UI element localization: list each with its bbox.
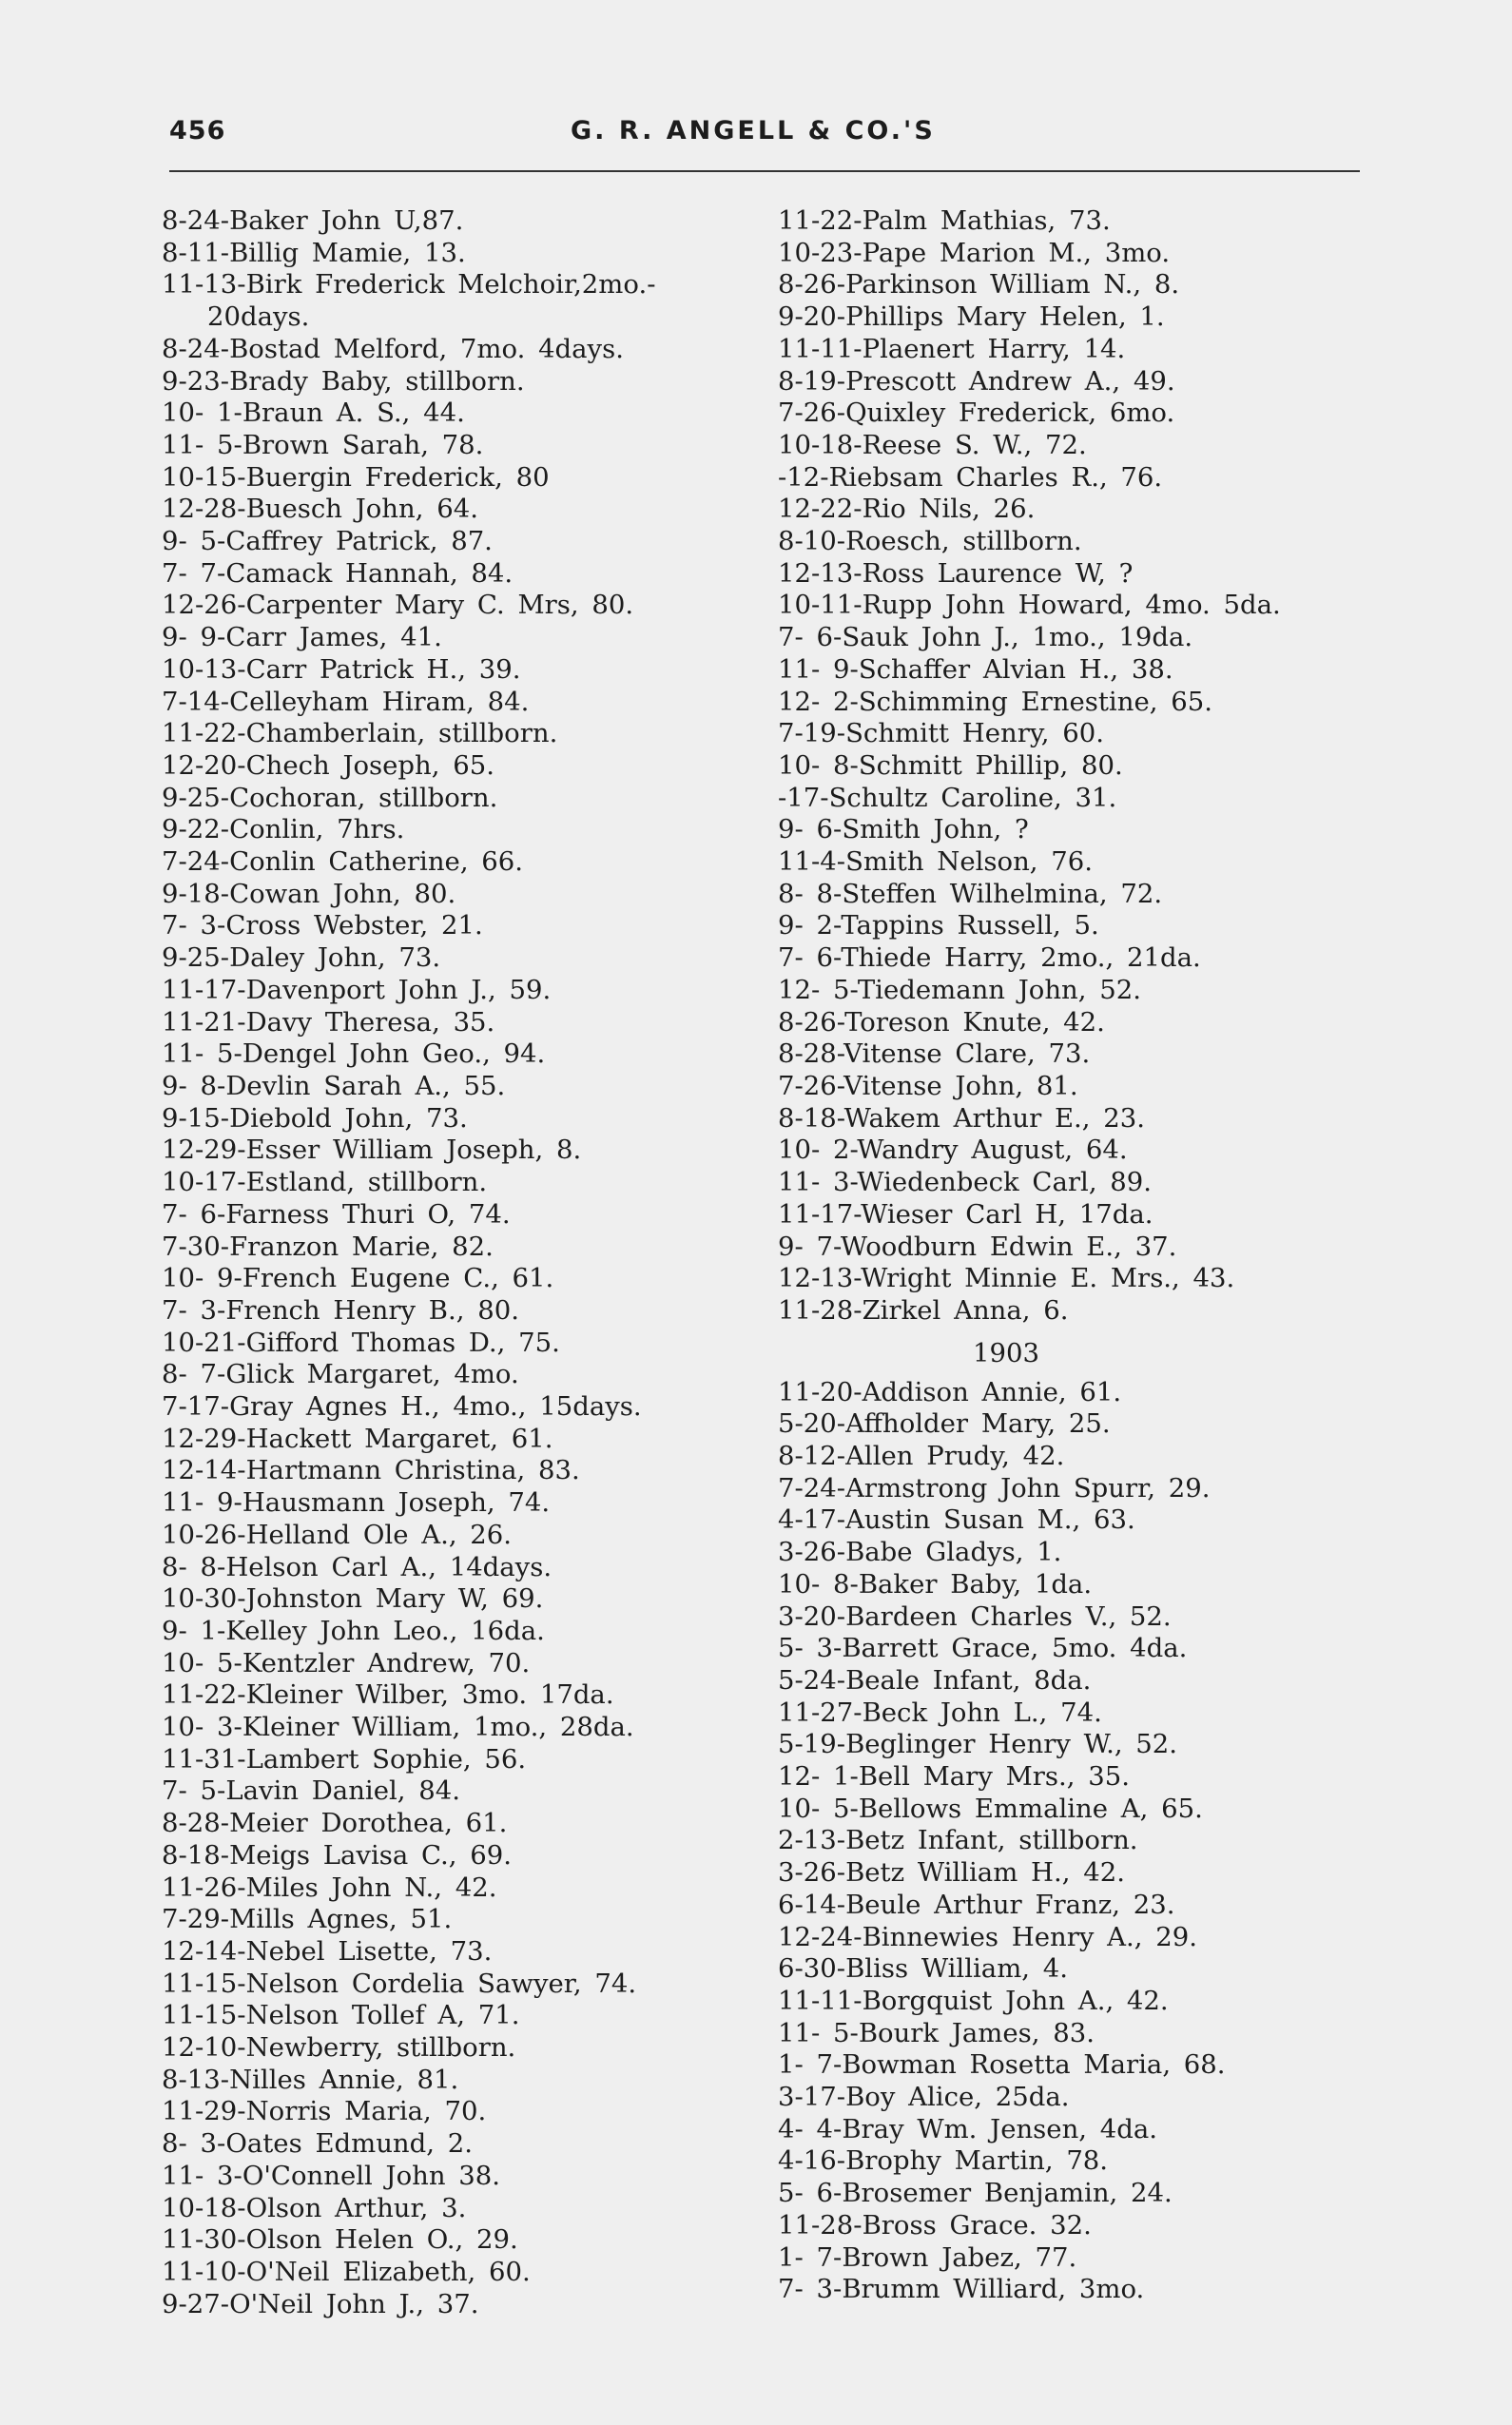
death-record-entry: 12-24-Binnewies Henry A., 29. xyxy=(778,1921,1197,1952)
death-record-entry: 8- 8-Helson Carl A., 14days. xyxy=(162,1551,552,1582)
right-column-1903-entries xyxy=(778,1377,1386,2306)
death-record-entry: 9- 7-Woodburn Edwin E., 37. xyxy=(778,1231,1177,1262)
death-record-entry: 1- 7-Bowman Rosetta Maria, 68. xyxy=(778,2049,1226,2081)
death-record-entry: 8-28-Vitense Clare, 73. xyxy=(778,1038,1091,1070)
death-record-entry: 8-24-Baker John U,87. xyxy=(162,205,464,236)
death-record-entry: 12-29-Hackett Margaret, 61. xyxy=(162,1423,553,1454)
death-record-entry: 9- 8-Devlin Sarah A., 55. xyxy=(162,1070,506,1101)
death-record-entry: 10-23-Pape Marion M., 3mo. xyxy=(778,237,1171,268)
death-record-entry: 12-14-Nebel Lisette, 73. xyxy=(162,1935,493,1967)
death-record-entry: 8-26-Toreson Knute, 42. xyxy=(778,1006,1105,1038)
death-record-entry: 10- 9-French Eugene C., 61. xyxy=(162,1263,554,1294)
death-record-entry: 11-21-Davy Theresa, 35. xyxy=(162,1006,495,1038)
death-record-entry: 10- 5-Kentzler Andrew, 70. xyxy=(162,1647,531,1678)
death-record-entry: -17-Schultz Caroline, 31. xyxy=(778,782,1117,813)
death-record-entry: 9-15-Diebold John, 73. xyxy=(162,1102,468,1134)
death-record-entry: 11-11-Plaenert Harry, 14. xyxy=(778,333,1126,364)
death-record-entry: 11-22-Palm Mathias, 73. xyxy=(778,205,1111,236)
death-record-entry: 10-18-Olson Arthur, 3. xyxy=(162,2192,467,2223)
death-record-entry: 12-29-Esser William Joseph, 8. xyxy=(162,1135,582,1166)
death-record-entry: 8-28-Meier Dorothea, 61. xyxy=(162,1808,508,1839)
year-heading: 1903 xyxy=(973,1337,1039,1368)
death-record-entry: 9-18-Cowan John, 80. xyxy=(162,878,456,909)
death-record-entry: 8-11-Billig Mamie, 13. xyxy=(162,237,466,268)
death-record-entry: 3-26-Betz William H., 42. xyxy=(778,1857,1125,1889)
death-record-entry: 12-20-Chech Joseph, 65. xyxy=(162,749,494,781)
death-record-entry: 11-26-Miles John N., 42. xyxy=(162,1872,497,1903)
death-record-entry: 11-28-Bross Grace. 32. xyxy=(778,2209,1092,2241)
death-record-entry: 9- 6-Smith John, ? xyxy=(778,814,1029,845)
page-number: 456 xyxy=(169,116,226,146)
death-record-entry: 11-17-Davenport John J., 59. xyxy=(162,974,552,1005)
death-record-entry: 7- 6-Sauk John J., 1mo., 19da. xyxy=(778,622,1193,653)
death-record-entry: 11-28-Zirkel Anna, 6. xyxy=(778,1294,1069,1326)
death-record-entry: 11-17-Wieser Carl H, 17da. xyxy=(778,1198,1153,1230)
right-column-1902-entries xyxy=(778,205,1386,1328)
death-record-entry: 12-14-Hartmann Christina, 83. xyxy=(162,1455,580,1486)
death-record-entry: 8-19-Prescott Andrew A., 49. xyxy=(778,365,1175,397)
page-header xyxy=(169,116,1360,164)
death-record-entry: 11-30-Olson Helen O., 29. xyxy=(162,2224,518,2256)
death-record-entry: 11-15-Nelson Tollef A, 71. xyxy=(162,2000,520,2031)
death-record-entry: 8- 7-Glick Margaret, 4mo. xyxy=(162,1359,519,1390)
death-record-entry: 7-30-Franzon Marie, 82. xyxy=(162,1231,494,1262)
left-column xyxy=(162,205,761,2320)
death-record-entry: 10-11-Rupp John Howard, 4mo. 5da. xyxy=(778,590,1281,621)
death-record-entry: 11-31-Lambert Sophie, 56. xyxy=(162,1743,527,1775)
death-record-entry: 11-15-Nelson Cordelia Sawyer, 74. xyxy=(162,1968,637,1999)
death-record-entry: 7- 3-French Henry B., 80. xyxy=(162,1294,519,1326)
death-record-entry: 7- 6-Thiede Harry, 2mo., 21da. xyxy=(778,942,1201,974)
death-record-entry: 1- 7-Brown Jabez, 77. xyxy=(778,2241,1077,2273)
header-rule xyxy=(169,170,1360,172)
death-record-entry: 10-30-Johnston Mary W, 69. xyxy=(162,1583,544,1615)
death-record-entry: 11-22-Kleiner Wilber, 3mo. 17da. xyxy=(162,1679,614,1711)
death-record-entry: 6-14-Beule Arthur Franz, 23. xyxy=(778,1889,1175,1920)
death-record-entry: 12-22-Rio Nils, 26. xyxy=(778,494,1036,525)
death-record-entry: 11- 5-Dengel John Geo., 94. xyxy=(162,1038,546,1070)
death-record-entry: 7- 3-Brumm Williard, 3mo. xyxy=(778,2274,1145,2305)
death-record-entry: 11-20-Addison Annie, 61. xyxy=(778,1376,1122,1407)
death-record-entry: 7- 3-Cross Webster, 21. xyxy=(162,910,483,941)
death-record-entry: 12- 2-Schimming Ernestine, 65. xyxy=(778,686,1212,717)
death-record-entry: 9-25-Daley John, 73. xyxy=(162,942,441,974)
death-record-entry: 11- 5-Brown Sarah, 78. xyxy=(162,429,484,460)
death-record-entry: 11- 9-Hausmann Joseph, 74. xyxy=(162,1487,551,1519)
death-record-entry: 6-30-Bliss William, 4. xyxy=(778,1953,1068,1985)
death-record-entry: 5- 6-Brosemer Benjamin, 24. xyxy=(778,2178,1173,2209)
death-record-entry: 7-24-Armstrong John Spurr, 29. xyxy=(778,1472,1211,1504)
death-record-entry: 10-15-Buergin Frederick, 80 xyxy=(162,461,550,493)
death-record-entry: 10-13-Carr Patrick H., 39. xyxy=(162,653,521,685)
death-record-entry: 11-13-Birk Frederick Melchoir,2mo.- xyxy=(162,269,656,301)
death-record-entry: 7- 7-Camack Hannah, 84. xyxy=(162,557,514,589)
death-record-entry: 11- 3-O'Connell John 38. xyxy=(162,2160,501,2191)
death-record-entry: 8-12-Allen Prudy, 42. xyxy=(778,1441,1065,1472)
death-record-entry: 10-17-Estland, stillborn. xyxy=(162,1167,488,1198)
death-record-entry: 4-17-Austin Susan M., 63. xyxy=(778,1504,1135,1536)
death-record-entry: 8-10-Roesch, stillborn. xyxy=(778,526,1082,557)
death-record-entry: 7-17-Gray Agnes H., 4mo., 15days. xyxy=(162,1391,642,1423)
death-record-entry: 12-13-Wright Minnie E. Mrs., 43. xyxy=(778,1263,1235,1294)
death-record-entry: 10- 5-Bellows Emmaline A, 65. xyxy=(778,1793,1203,1824)
death-record-entry: 20days. xyxy=(207,301,310,333)
death-record-entry: 12-26-Carpenter Mary C. Mrs, 80. xyxy=(162,590,634,621)
death-record-entry: 10- 1-Braun A. S., 44. xyxy=(162,398,465,429)
death-record-entry: 10-26-Helland Ole A., 26. xyxy=(162,1519,513,1550)
running-head: G. R. ANGELL & CO.'S xyxy=(571,116,936,146)
death-record-entry: 3-20-Bardeen Charles V., 52. xyxy=(778,1600,1172,1632)
death-record-entry: 7- 5-Lavin Daniel, 84. xyxy=(162,1775,460,1807)
death-record-entry: 11- 5-Bourk James, 83. xyxy=(778,2017,1095,2048)
death-record-entry: 10- 3-Kleiner William, 1mo., 28da. xyxy=(162,1712,634,1743)
death-record-entry: 5-20-Affholder Mary, 25. xyxy=(778,1408,1111,1440)
death-record-entry: 9- 1-Kelley John Leo., 16da. xyxy=(162,1615,545,1646)
death-record-entry: 12-13-Ross Laurence W, ? xyxy=(778,557,1134,589)
death-record-entry: 10- 8-Baker Baby, 1da. xyxy=(778,1568,1093,1600)
death-record-entry: 9-25-Cochoran, stillborn. xyxy=(162,782,498,813)
death-record-entry: 11-10-O'Neil Elizabeth, 60. xyxy=(162,2257,531,2287)
death-record-entry: 9- 9-Carr James, 41. xyxy=(162,622,442,653)
death-record-entry: 12-28-Buesch John, 64. xyxy=(162,494,478,525)
death-record-entry: 10- 2-Wandry August, 64. xyxy=(778,1135,1128,1166)
death-record-entry: 3-17-Boy Alice, 25da. xyxy=(778,2082,1070,2113)
death-record-entry: 5-24-Beale Infant, 8da. xyxy=(778,1664,1092,1696)
death-record-entry: 4-16-Brophy Martin, 78. xyxy=(778,2145,1109,2177)
death-record-entry: 4- 4-Bray Wm. Jensen, 4da. xyxy=(778,2113,1157,2144)
death-record-entry: 8- 3-Oates Edmund, 2. xyxy=(162,2128,473,2160)
death-record-entry: 8-18-Meigs Lavisa C., 69. xyxy=(162,1839,513,1871)
death-record-entry: 12-10-Newberry, stillborn. xyxy=(162,2032,516,2064)
death-record-entry: -12-Riebsam Charles R., 76. xyxy=(778,461,1163,493)
death-record-entry: 9- 2-Tappins Russell, 5. xyxy=(778,910,1099,941)
death-record-entry: 8-24-Bostad Melford, 7mo. 4days. xyxy=(162,333,624,364)
death-record-entry: 11-4-Smith Nelson, 76. xyxy=(778,846,1094,878)
death-record-entry: 11- 9-Schaffer Alvian H., 38. xyxy=(778,653,1173,685)
death-record-entry: 3-26-Babe Gladys, 1. xyxy=(778,1537,1062,1568)
death-record-entry: 7-24-Conlin Catherine, 66. xyxy=(162,846,524,878)
death-record-entry: 8-18-Wakem Arthur E., 23. xyxy=(778,1102,1145,1134)
death-record-entry: 12- 1-Bell Mary Mrs., 35. xyxy=(778,1761,1130,1793)
death-record-entry: 10-21-Gifford Thomas D., 75. xyxy=(162,1327,560,1358)
death-record-entry: 8-26-Parkinson William N., 8. xyxy=(778,269,1180,301)
death-record-entry: 7-14-Celleyham Hiram, 84. xyxy=(162,686,530,717)
death-record-entry: 8- 8-Steffen Wilhelmina, 72. xyxy=(778,878,1163,909)
death-record-entry: 11-27-Beck John L., 74. xyxy=(778,1697,1102,1728)
death-record-entry: 11-29-Norris Maria, 70. xyxy=(162,2096,487,2127)
death-record-entry: 11-22-Chamberlain, stillborn. xyxy=(162,718,558,749)
death-record-entry: 7-29-Mills Agnes, 51. xyxy=(162,1904,453,1935)
death-record-entry: 9- 5-Caffrey Patrick, 87. xyxy=(162,526,493,557)
death-record-entry: 9-20-Phillips Mary Helen, 1. xyxy=(778,301,1165,333)
death-record-entry: 2-13-Betz Infant, stillborn. xyxy=(778,1825,1138,1856)
death-record-entry: 9-23-Brady Baby, stillborn. xyxy=(162,365,525,397)
death-record-entry: 5-19-Beglinger Henry W., 52. xyxy=(778,1729,1178,1760)
death-record-entry: 5- 3-Barrett Grace, 5mo. 4da. xyxy=(778,1633,1188,1664)
death-record-entry: 9-22-Conlin, 7hrs. xyxy=(162,814,405,845)
death-record-entry: 7- 6-Farness Thuri O, 74. xyxy=(162,1198,511,1230)
death-record-entry: 10-18-Reese S. W., 72. xyxy=(778,429,1087,460)
death-record-entry: 9-27-O'Neil John J., 37. xyxy=(162,2288,479,2319)
death-record-entry: 7-26-Quixley Frederick, 6mo. xyxy=(778,398,1175,429)
death-record-entry: 12- 5-Tiedemann John, 52. xyxy=(778,974,1141,1005)
right-column xyxy=(778,205,1386,2306)
death-record-entry: 11-11-Borgquist John A., 42. xyxy=(778,1985,1169,2016)
death-record-entry: 7-26-Vitense John, 81. xyxy=(778,1070,1078,1101)
death-record-entry: 8-13-Nilles Annie, 81. xyxy=(162,2064,459,2095)
death-record-entry: 10- 8-Schmitt Phillip, 80. xyxy=(778,749,1123,781)
death-record-entry: 11- 3-Wiedenbeck Carl, 89. xyxy=(778,1167,1153,1198)
death-record-entry: 7-19-Schmitt Henry, 60. xyxy=(778,718,1104,749)
